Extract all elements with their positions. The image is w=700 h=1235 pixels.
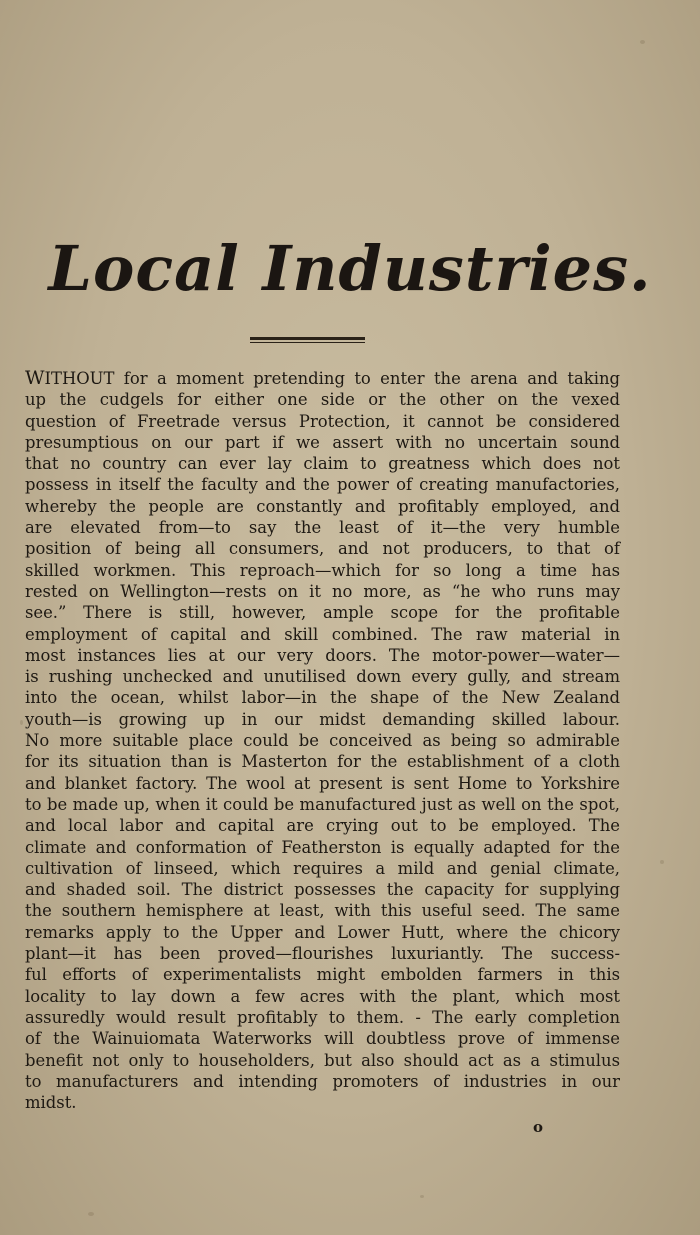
text-line: see.” There is still, however, ample scope for the profitable (25, 603, 620, 623)
lead-word: ITHOUT (44, 369, 115, 388)
text-line: the southern hemisphere at least, with this useful seed. The same (25, 901, 620, 921)
text-line: to be made up, when it could be manufactured just as well on the spot, (25, 794, 620, 814)
text-line: benefit not only to householders, but also should act as a stimulus (25, 1050, 620, 1070)
text-line: for its situation than is Masterton for the establishment of a cloth (25, 752, 620, 772)
text-line: of the Wainuiomata Waterworks will doubtless prove of immense (25, 1029, 620, 1049)
text-line: plant—it has been proved—flourishes luxuriantly. The success- (25, 944, 620, 964)
paper-speck (660, 860, 664, 864)
divider-thin-line (250, 342, 365, 343)
text-line: whereby the people are constantly and profitably employed, and (25, 496, 620, 516)
text-line (25, 368, 620, 389)
text-line: and blanket factory. The wool at present is sent Home to Yorkshire (25, 773, 620, 793)
page-number: o (532, 1118, 543, 1136)
text-line: question of Freetrade versus Protection, it cannot be considered (25, 411, 620, 431)
text-line: locality to lay down a few acres with the plant, which most (25, 986, 620, 1006)
text-line: are elevated from—to say the least of it—the very humble (25, 518, 620, 538)
text-line: that no country can ever lay claim to greatness which does not (25, 454, 620, 474)
text-line: skilled workmen. This reproach—which for so long a time has (25, 560, 620, 580)
text-line: midst. (25, 1093, 77, 1113)
text-line: up the cudgels for either one side or the other on the vexed (25, 390, 620, 410)
paper-speck (640, 40, 645, 44)
text-line: climate and conformation of Featherston is equally adapted for the (25, 837, 620, 857)
text-line: employment of capital and skill combined. The raw material in (25, 624, 620, 644)
paper-speck (420, 1195, 424, 1198)
text-line: and local labor and capital are crying out to be employed. The (25, 816, 620, 836)
text-line: into the ocean, whilst labor—in the shape of the New Zealand (25, 688, 620, 708)
page-title: Local Industries. (48, 232, 652, 305)
text-line: and shaded soil. The district possesses the capacity for supplying (25, 880, 620, 900)
text-line: No more suitable place could be conceived as being so admirable (25, 731, 620, 751)
text-line: cultivation of linseed, which requires a mild and genial climate, (25, 858, 620, 878)
text-line: ful efforts of experimentalists might embolden farmers in this (25, 965, 620, 985)
text-line: remarks apply to the Upper and Lower Hutt, where the chicory (25, 922, 620, 942)
text-line: is rushing unchecked and unutilised down every gully, and stream (25, 667, 620, 687)
text-line: youth—is growing up in our midst demanding skilled labour. (25, 709, 620, 729)
text-line: position of being all consumers, and not producers, to that of (25, 539, 620, 559)
text-line: assuredly would result profitably to them. - The early completion (25, 1007, 620, 1027)
paper-speck (88, 1212, 94, 1216)
divider-thick-line (250, 337, 365, 340)
lead-initial: W (25, 367, 45, 389)
article-body (25, 368, 620, 1113)
text-line-content: for a moment pretending to enter the arena and taking (114, 369, 620, 388)
text-line: presumptious on our part if we assert with no uncertain sound (25, 432, 620, 452)
title-divider (250, 337, 365, 344)
text-line: rested on Wellington—rests on it no more, as “he who runs may (25, 581, 620, 601)
text-line: possess in itself the faculty and the power of creating manufactories, (25, 475, 620, 495)
paper-speck (20, 720, 23, 725)
text-line: most instances lies at our very doors. The motor-power—water— (25, 645, 620, 665)
text-line: to manufacturers and intending promoters of industries in our (25, 1071, 620, 1091)
